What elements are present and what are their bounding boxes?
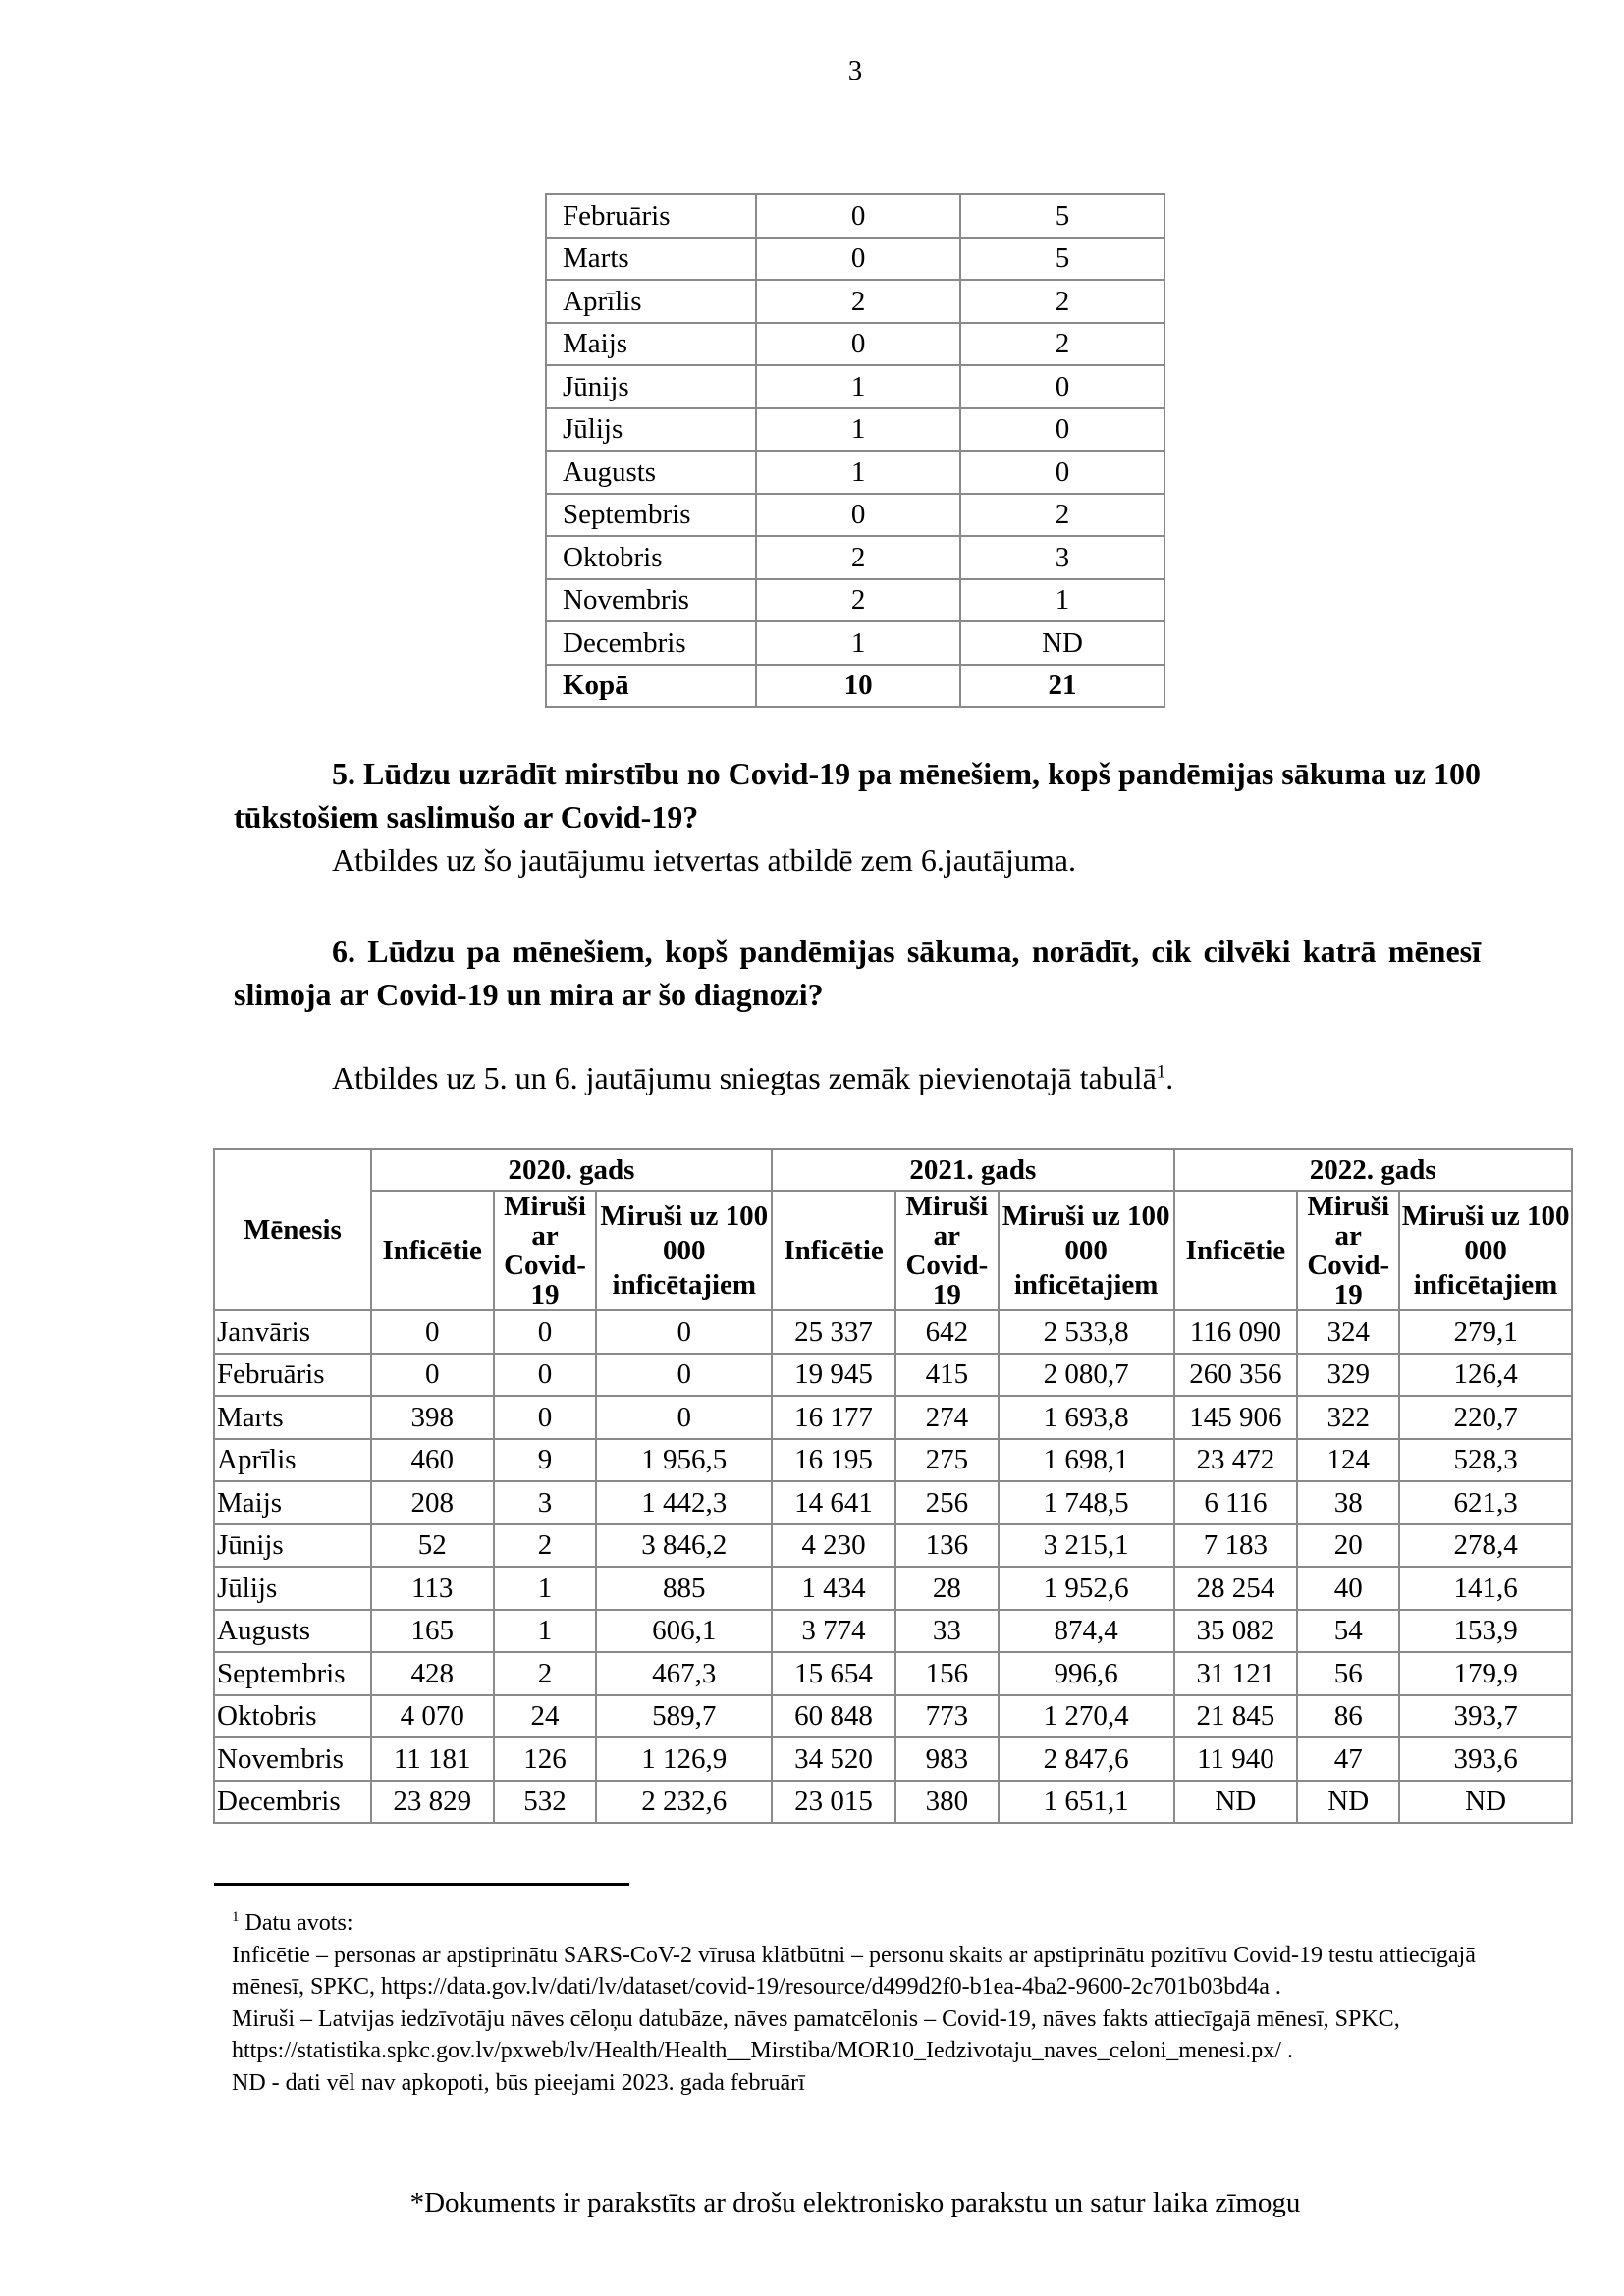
column-header: Miruši ar Covid-19 <box>494 1191 597 1310</box>
column-header-row <box>214 1191 1572 1310</box>
value-cell: 1 748,5 <box>999 1481 1174 1524</box>
table-row <box>546 238 1164 281</box>
month-cell: Decembris <box>214 1781 371 1824</box>
value-cell: 23 829 <box>371 1781 494 1824</box>
month-cell: Aprīlis <box>214 1439 371 1482</box>
value-cell: 642 <box>895 1310 999 1354</box>
table-cell: 1 <box>756 621 960 665</box>
value-cell: 31 121 <box>1174 1652 1298 1695</box>
value-cell: 16 177 <box>772 1396 895 1439</box>
value-cell: 1 434 <box>772 1567 895 1610</box>
value-cell: 0 <box>596 1354 772 1397</box>
table-row <box>214 1695 1572 1738</box>
value-cell: 3 215,1 <box>999 1524 1174 1568</box>
table-cell: 0 <box>960 408 1164 452</box>
footnote <box>232 1901 1508 2099</box>
month-cell: Jūlijs <box>214 1567 371 1610</box>
footnote-line: Miruši – Latvijas iedzīvotāju nāves cēloņu datubāze, nāves pamatcēlonis – Covid-19, nāves fakts attiecīgajā mēnesī, SPKC, <box>232 2005 1400 2032</box>
value-cell: 126,4 <box>1399 1354 1572 1397</box>
table-cell: 3 <box>960 536 1164 579</box>
answer-note <box>332 1060 1173 1096</box>
value-cell: 621,3 <box>1399 1481 1572 1524</box>
value-cell: 606,1 <box>596 1610 772 1653</box>
value-cell: 86 <box>1297 1695 1399 1738</box>
table-cell: Jūlijs <box>546 408 756 452</box>
year-header: 2022. gads <box>1174 1149 1572 1191</box>
value-cell: 1 693,8 <box>999 1396 1174 1439</box>
footnote-line: ND - dati vēl nav apkopoti, būs pieejami 2023. gada februārī <box>232 2069 805 2096</box>
value-cell: 460 <box>371 1439 494 1482</box>
value-cell: 2 <box>494 1524 597 1568</box>
table-row <box>214 1481 1572 1524</box>
table-cell: ND <box>960 621 1164 665</box>
value-cell: ND <box>1297 1781 1399 1824</box>
table-cell: 0 <box>756 238 960 281</box>
value-cell: 179,9 <box>1399 1652 1572 1695</box>
value-cell: 0 <box>596 1396 772 1439</box>
value-cell: 126 <box>494 1737 597 1781</box>
value-cell: 2 533,8 <box>999 1310 1174 1354</box>
month-cell: Janvāris <box>214 1310 371 1354</box>
answer-note-text: Atbildes uz 5. un 6. jautājumu sniegtas zemāk pievienotajā tabulā <box>332 1060 1157 1095</box>
value-cell: 398 <box>371 1396 494 1439</box>
table-cell: Februāris <box>546 194 756 238</box>
value-cell: 25 337 <box>772 1310 895 1354</box>
table-cell: 0 <box>960 365 1164 408</box>
value-cell: 21 845 <box>1174 1695 1298 1738</box>
table-cell: 1 <box>756 408 960 452</box>
table-row <box>546 280 1164 323</box>
value-cell: 165 <box>371 1610 494 1653</box>
table-row <box>546 365 1164 408</box>
value-cell: 0 <box>371 1310 494 1354</box>
value-cell: 113 <box>371 1567 494 1610</box>
table-row <box>214 1354 1572 1397</box>
value-cell: 885 <box>596 1567 772 1610</box>
table-cell: Aprīlis <box>546 280 756 323</box>
value-cell: 1 952,6 <box>999 1567 1174 1610</box>
table-cell: 0 <box>756 323 960 366</box>
value-cell: 208 <box>371 1481 494 1524</box>
answer-note-end: . <box>1165 1060 1174 1095</box>
value-cell: 3 <box>494 1481 597 1524</box>
column-header: Inficētie <box>772 1191 895 1310</box>
value-cell: 1 442,3 <box>596 1481 772 1524</box>
month-header: Mēnesis <box>214 1149 371 1310</box>
month-cell: Februāris <box>214 1354 371 1397</box>
value-cell: 23 015 <box>772 1781 895 1824</box>
table-row <box>546 451 1164 494</box>
table-row <box>214 1652 1572 1695</box>
value-cell: 6 116 <box>1174 1481 1298 1524</box>
footnote-ref: 1 <box>1156 1061 1166 1083</box>
table-cell: 5 <box>960 238 1164 281</box>
table-cell: Jūnijs <box>546 365 756 408</box>
footnote-line: https://statistika.spkc.gov.lv/pxweb/lv/Health/Health__Mirstiba/MOR10_Iedzivotaju_naves_celoni_menesi.px/ . <box>232 2038 1293 2063</box>
total-cell: 10 <box>756 665 960 708</box>
month-cell: Oktobris <box>214 1695 371 1738</box>
value-cell: 0 <box>494 1396 597 1439</box>
value-cell: 220,7 <box>1399 1396 1572 1439</box>
table-cell: 1 <box>756 451 960 494</box>
value-cell: 34 520 <box>772 1737 895 1781</box>
value-cell: 467,3 <box>596 1652 772 1695</box>
value-cell: 2 080,7 <box>999 1354 1174 1397</box>
value-cell: 1 <box>494 1610 597 1653</box>
value-cell: 0 <box>371 1354 494 1397</box>
table-row <box>546 621 1164 665</box>
value-cell: 28 254 <box>1174 1567 1298 1610</box>
value-cell: 23 472 <box>1174 1439 1298 1482</box>
value-cell: 0 <box>494 1354 597 1397</box>
footnote-title: Datu avots: <box>244 1910 353 1936</box>
value-cell: 33 <box>895 1610 999 1653</box>
value-cell: 38 <box>1297 1481 1399 1524</box>
table-row <box>546 536 1164 579</box>
value-cell: 393,7 <box>1399 1695 1572 1738</box>
value-cell: 1 126,9 <box>596 1737 772 1781</box>
table-row <box>546 323 1164 366</box>
year-header: 2020. gads <box>371 1149 772 1191</box>
value-cell: 528,3 <box>1399 1439 1572 1482</box>
value-cell: 773 <box>895 1695 999 1738</box>
table-cell: Septembris <box>546 494 756 537</box>
total-cell: 21 <box>960 665 1164 708</box>
value-cell: 16 195 <box>772 1439 895 1482</box>
footnote-divider <box>214 1883 629 1886</box>
value-cell: 153,9 <box>1399 1610 1572 1653</box>
table-cell: 0 <box>756 494 960 537</box>
value-cell: 11 181 <box>371 1737 494 1781</box>
table-cell: Maijs <box>546 323 756 366</box>
table-row <box>214 1439 1572 1482</box>
value-cell: 28 <box>895 1567 999 1610</box>
value-cell: 1 698,1 <box>999 1439 1174 1482</box>
month-cell: Septembris <box>214 1652 371 1695</box>
value-cell: 256 <box>895 1481 999 1524</box>
value-cell: 324 <box>1297 1310 1399 1354</box>
value-cell: 56 <box>1297 1652 1399 1695</box>
column-header: Miruši uz 100 000 inficētajiem <box>999 1191 1174 1310</box>
value-cell: 9 <box>494 1439 597 1482</box>
table-row <box>546 408 1164 452</box>
table-cell: Decembris <box>546 621 756 665</box>
table-cell: 2 <box>756 579 960 622</box>
month-cell: Marts <box>214 1396 371 1439</box>
table-row <box>214 1396 1572 1439</box>
column-header: Miruši uz 100 000 inficētajiem <box>1399 1191 1572 1310</box>
value-cell: 15 654 <box>772 1652 895 1695</box>
question-6-heading: 6. Lūdzu pa mēnešiem, kopš pandēmijas sākuma, norādīt, cik cilvēki katrā mēnesī slimoja ar Covid-19 un mira ar šo diagnozi? <box>234 934 1481 1012</box>
table-row <box>214 1781 1572 1824</box>
month-cell: Augusts <box>214 1610 371 1653</box>
table-cell: 0 <box>960 451 1164 494</box>
table-cell: 0 <box>756 194 960 238</box>
table-cell: 2 <box>960 494 1164 537</box>
table-cell: 2 <box>960 280 1164 323</box>
value-cell: 0 <box>494 1310 597 1354</box>
value-cell: 279,1 <box>1399 1310 1572 1354</box>
table-cell: 5 <box>960 194 1164 238</box>
value-cell: 24 <box>494 1695 597 1738</box>
column-header: Miruši uz 100 000 inficētajiem <box>596 1191 772 1310</box>
value-cell: 1 651,1 <box>999 1781 1174 1824</box>
question-5-heading: 5. Lūdzu uzrādīt mirstību no Covid-19 pa mēnešiem, kopš pandēmijas sākuma uz 100 tūkstošiem saslimušo ar Covid-19? <box>234 756 1481 834</box>
value-cell: 1 <box>494 1567 597 1610</box>
value-cell: 19 945 <box>772 1354 895 1397</box>
table-row <box>214 1567 1572 1610</box>
value-cell: 2 <box>494 1652 597 1695</box>
table-row <box>546 194 1164 238</box>
table-cell: Oktobris <box>546 536 756 579</box>
footnote-marker: 1 <box>232 1909 240 1925</box>
value-cell: 393,6 <box>1399 1737 1572 1781</box>
column-header: Inficētie <box>1174 1191 1298 1310</box>
value-cell: 3 846,2 <box>596 1524 772 1568</box>
question-6 <box>234 930 1481 1016</box>
column-header: Miruši ar Covid-19 <box>1297 1191 1399 1310</box>
value-cell: 47 <box>1297 1737 1399 1781</box>
value-cell: 4 070 <box>371 1695 494 1738</box>
value-cell: 145 906 <box>1174 1396 1298 1439</box>
value-cell: 428 <box>371 1652 494 1695</box>
table-row <box>214 1737 1572 1781</box>
table-cell: Augusts <box>546 451 756 494</box>
value-cell: 589,7 <box>596 1695 772 1738</box>
month-cell: Maijs <box>214 1481 371 1524</box>
table-row <box>546 494 1164 537</box>
value-cell: 0 <box>596 1310 772 1354</box>
column-header: Inficētie <box>371 1191 494 1310</box>
value-cell: 260 356 <box>1174 1354 1298 1397</box>
value-cell: 4 230 <box>772 1524 895 1568</box>
value-cell: 116 090 <box>1174 1310 1298 1354</box>
covid-monthly-table <box>213 1148 1573 1824</box>
value-cell: 1 270,4 <box>999 1695 1174 1738</box>
value-cell: 2 232,6 <box>596 1781 772 1824</box>
monthly-summary-table <box>545 193 1165 708</box>
value-cell: ND <box>1399 1781 1572 1824</box>
value-cell: 3 774 <box>772 1610 895 1653</box>
value-cell: 7 183 <box>1174 1524 1298 1568</box>
table-cell: 2 <box>756 536 960 579</box>
value-cell: 11 940 <box>1174 1737 1298 1781</box>
table-cell: 2 <box>960 323 1164 366</box>
table-cell: 1 <box>756 365 960 408</box>
value-cell: 983 <box>895 1737 999 1781</box>
signature-note: *Dokuments ir parakstīts ar drošu elektronisko parakstu un satur laika zīmogu <box>409 2187 1301 2218</box>
value-cell: 60 848 <box>772 1695 895 1738</box>
value-cell: 124 <box>1297 1439 1399 1482</box>
month-cell: Novembris <box>214 1737 371 1781</box>
value-cell: 52 <box>371 1524 494 1568</box>
year-header-row <box>214 1149 1572 1191</box>
value-cell: 156 <box>895 1652 999 1695</box>
value-cell: 874,4 <box>999 1610 1174 1653</box>
column-header: Miruši ar Covid-19 <box>895 1191 999 1310</box>
question-5 <box>234 752 1481 881</box>
value-cell: 532 <box>494 1781 597 1824</box>
value-cell: 54 <box>1297 1610 1399 1653</box>
value-cell: 141,6 <box>1399 1567 1572 1610</box>
value-cell: 275 <box>895 1439 999 1482</box>
value-cell: ND <box>1174 1781 1298 1824</box>
value-cell: 1 956,5 <box>596 1439 772 1482</box>
value-cell: 329 <box>1297 1354 1399 1397</box>
value-cell: 322 <box>1297 1396 1399 1439</box>
total-cell: Kopā <box>546 665 756 708</box>
month-cell: Jūnijs <box>214 1524 371 1568</box>
page-number: 3 <box>847 55 863 86</box>
value-cell: 136 <box>895 1524 999 1568</box>
table-row <box>214 1310 1572 1354</box>
value-cell: 40 <box>1297 1567 1399 1610</box>
value-cell: 996,6 <box>999 1652 1174 1695</box>
value-cell: 35 082 <box>1174 1610 1298 1653</box>
footnote-line: Inficētie – personas ar apstiprinātu SARS-CoV-2 vīrusa klātbūtni – personu skaits ar apstiprinātu pozitīvu Covid-19 testu attiecīgajā mēnesī, SPKC, https://data.gov.lv/dati/lv/dataset/covid-19/resource/d499d2f0-b1ea-4ba2-9600-2c701b03bd4a . <box>232 1942 1476 2000</box>
question-5-answer: Atbildes uz šo jautājumu ietvertas atbildē zem 6.jautājuma. <box>332 842 1076 878</box>
total-row <box>546 665 1164 708</box>
value-cell: 20 <box>1297 1524 1399 1568</box>
table-row <box>214 1610 1572 1653</box>
table-cell: 1 <box>960 579 1164 622</box>
table-cell: Novembris <box>546 579 756 622</box>
table-cell: Marts <box>546 238 756 281</box>
value-cell: 274 <box>895 1396 999 1439</box>
value-cell: 2 847,6 <box>999 1737 1174 1781</box>
table-row <box>546 579 1164 622</box>
table-row <box>214 1524 1572 1568</box>
table-cell: 2 <box>756 280 960 323</box>
value-cell: 14 641 <box>772 1481 895 1524</box>
value-cell: 380 <box>895 1781 999 1824</box>
year-header: 2021. gads <box>772 1149 1173 1191</box>
value-cell: 278,4 <box>1399 1524 1572 1568</box>
value-cell: 415 <box>895 1354 999 1397</box>
